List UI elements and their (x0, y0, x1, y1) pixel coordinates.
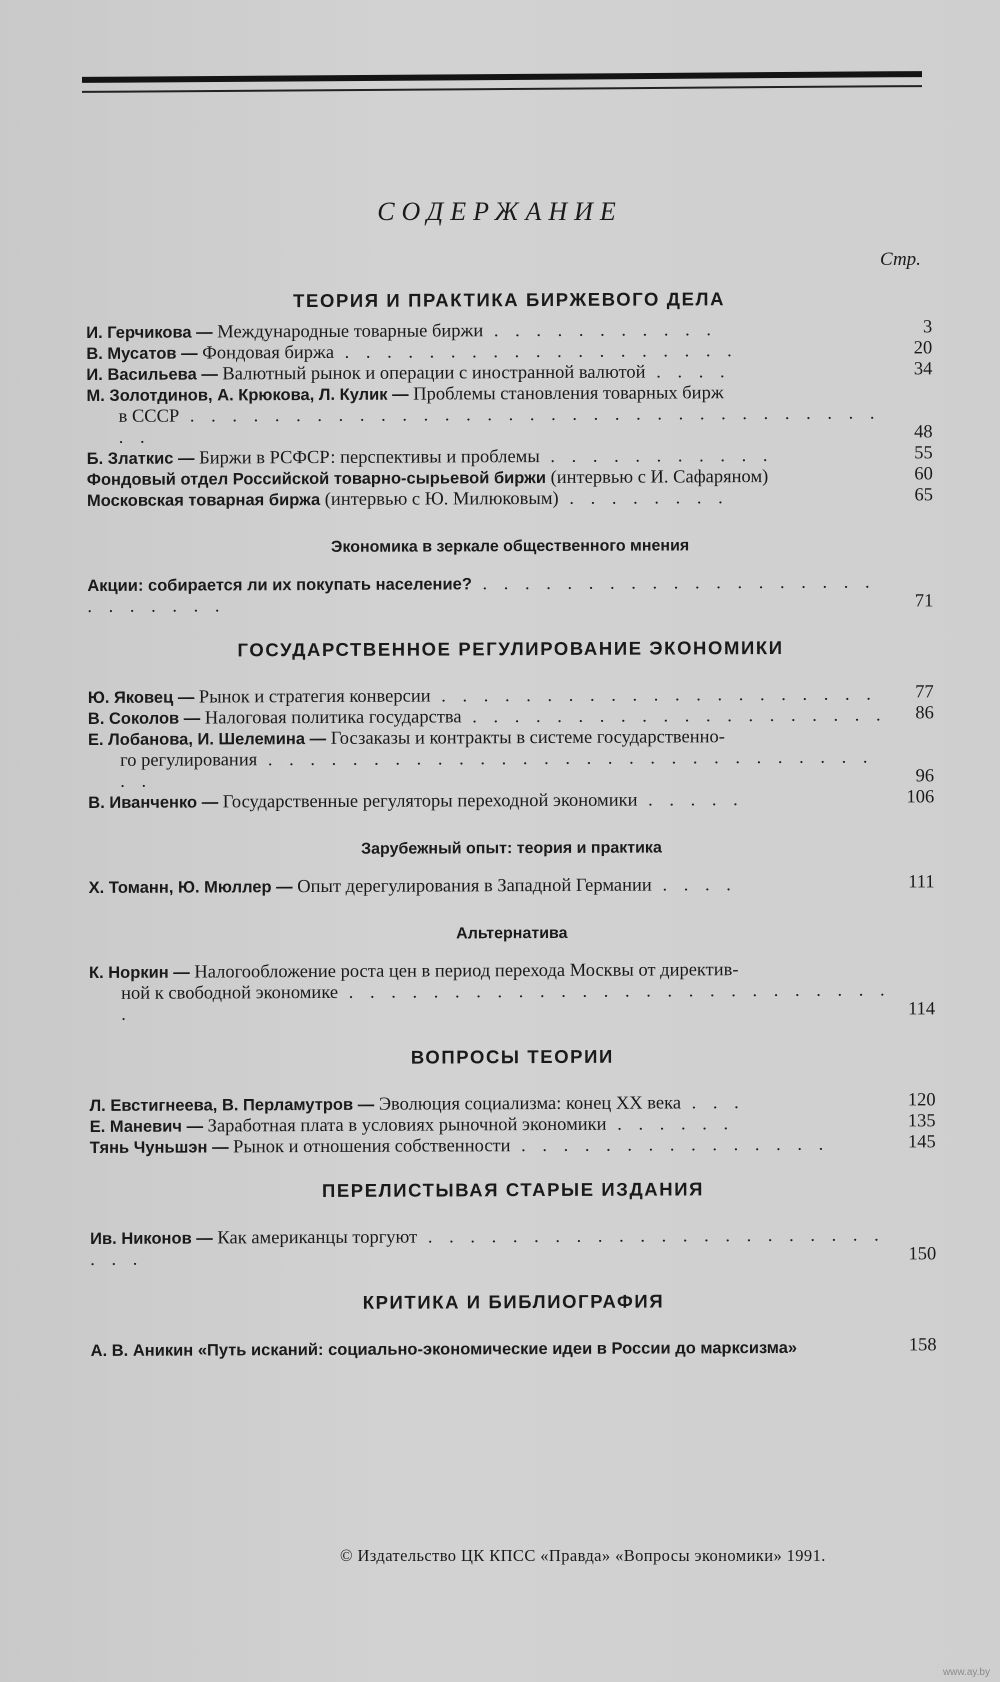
entry-author: А. В. Аникин «Путь исканий: социально-экономические идеи в России до марксизма» (90, 1338, 798, 1360)
entry-author: В. Мусатов — (86, 344, 203, 363)
page-column-label: Стр. (880, 249, 921, 270)
entry-author: Е. Маневич — (89, 1117, 208, 1136)
entry-author: Ю. Яковец — (87, 688, 199, 707)
entry-title: Международные товарные биржи (217, 321, 484, 343)
section-title: КРИТИКА И БИБЛИОГРАФИЯ (362, 1290, 665, 1313)
toc (86, 281, 937, 1362)
copyright-footer: © Издательство ЦК КПСС «Правда» «Вопросы экономики» 1991. (340, 1546, 826, 1565)
entry-author: В. Соколов — (87, 709, 205, 728)
page-title: СОДЕРЖАНИЕ (377, 197, 623, 226)
header-rule-thick (82, 71, 922, 83)
section-title: ВОПРОСЫ ТЕОРИИ (410, 1045, 614, 1068)
section-title: ТЕОРИЯ И ПРАКТИКА БИРЖЕВОГО ДЕЛА (293, 288, 726, 312)
entry-author: Акции: собирается ли их покупать население? (87, 575, 472, 595)
entry-title: Как американцы торгуют (217, 1227, 418, 1249)
entry-author: И. Герчикова — (86, 323, 218, 342)
entry-title: Рынок и стратегия конверсии (198, 686, 431, 708)
entry-title: Эволюция социализма: конец XX века (378, 1093, 682, 1115)
entry-page: 55 (914, 443, 933, 464)
entry-page: 60 (914, 464, 933, 485)
toc-entry: В. Мусатов — Фондовая биржа . . . . . . . . . . . . . . . . . . . 20 (86, 338, 933, 364)
entry-title: Биржи в РСФСР: перспективы и проблемы (199, 447, 540, 469)
toc-entry: И. Васильева — Валютный рынок и операции с иностранной валютой . . . . 34 (86, 359, 933, 385)
entry-title: Фондовая биржа (202, 342, 335, 364)
entry-page: 34 (913, 359, 933, 380)
entry-author: Фондовый отдел Российской товарно-сырьевой биржи (86, 468, 551, 489)
toc-entry: Е. Маневич — Заработная плата в условиях рыночной экономики . . . . . . 135 (89, 1111, 936, 1137)
entry-title: Налоговая политика государства (204, 707, 462, 729)
entry-title: Валютный рынок и операции с иностранной валютой (222, 362, 646, 385)
header-rule (82, 66, 922, 94)
entry-page: 77 (915, 682, 934, 703)
entry-title: Государственные регуляторы переходной экономики (222, 790, 638, 813)
toc-entry: Х. Томанн, Ю. Мюллер — Опыт дерегулирования в Западной Германии . . . . 111 (88, 872, 935, 898)
entry-author: К. Норкин — (88, 963, 195, 982)
entry-author: М. Золотдинов, А. Крюкова, Л. Кулик — (86, 385, 414, 405)
toc-entry: К. Норкин — Налогообложение роста цен в период перехода Москвы от директив- ной к свободной экономике . . . . . . . . . . . . . . . . . . . . . . . . . . . 114 (88, 960, 936, 1025)
entry-page: 106 (906, 787, 935, 808)
entry-title: (интервью с И. Сафаряном) (550, 467, 769, 488)
watermark: www.ay.by (942, 1667, 990, 1678)
entry-author: Ив. Никонов — (90, 1229, 218, 1248)
entry-title: (интервью с Ю. Милюковым) (324, 488, 559, 510)
entry-title: Госзаказы и контракты в системе государственно- (330, 727, 725, 749)
section-title: ГОСУДАРСТВЕННОЕ РЕГУЛИРОВАНИЕ ЭКОНОМИКИ (237, 636, 784, 661)
entry-author: Тянь Чуньшэн — (89, 1138, 234, 1157)
entry-page: 158 (908, 1335, 937, 1356)
entry-page: 71 (914, 591, 934, 612)
toc-entry: Б. Златкис — Биржи в РСФСР: перспективы и проблемы . . . . . . . . . . . 55 (86, 443, 933, 469)
toc-entry: Е. Лобанова, И. Шелемина — Госзаказы и контракты в системе государственно- го регулирования . . . . . . . . . . . . . . . . . . . . . . . . . . . . . . . 96 (87, 727, 935, 792)
entry-title-cont: ной к свободной экономике (121, 982, 339, 1004)
entry-page: 114 (908, 999, 936, 1020)
toc-entry: Акции: собирается ли их покупать население? . . . . . . . . . . . . . . . . . . . . . . . . . . 71 (87, 572, 934, 617)
toc-entry: В. Соколов — Налоговая политика государства . . . . . . . . . . . . . . . . . . . . 86 (87, 703, 934, 729)
toc-entry: Ив. Никонов — Как американцы торгуют . . . . . . . . . . . . . . . . . . . . . . . . . 150 (90, 1225, 937, 1270)
entry-page: 3 (922, 317, 933, 338)
entry-title: Рынок и отношения собственности (233, 1136, 511, 1158)
entry-author: Московская товарная биржа (86, 490, 325, 510)
entry-title: Опыт дерегулирования в Западной Германии (297, 875, 652, 898)
toc-entry: В. Иванченко — Государственные регуляторы переходной экономики . . . . . 106 (88, 787, 935, 813)
entry-page: 111 (908, 872, 935, 893)
entry-page: 96 (915, 766, 935, 787)
toc-entry: Л. Евстигнеева, В. Перламутров — Эволюция социализма: конец XX века . . . 120 (89, 1090, 936, 1115)
entry-page: 20 (913, 338, 933, 359)
subsection-title: Альтернатива (456, 924, 568, 943)
subsection-title: Зарубежный опыт: теория и практика (361, 839, 662, 858)
entry-page: 145 (907, 1132, 936, 1153)
entry-page: 86 (915, 703, 934, 724)
entry-author: Е. Лобанова, И. Шелемина — (87, 729, 331, 749)
toc-entry: И. Герчикова — Международные товарные биржи . . . . . . . . . . . 3 (86, 317, 933, 343)
entry-title-cont: в СССР (118, 406, 180, 427)
entry-page: 150 (908, 1244, 937, 1265)
entry-page: 135 (907, 1111, 936, 1132)
entry-author: Б. Златкис — (86, 449, 200, 468)
entry-author: В. Иванченко — (88, 793, 223, 812)
entry-title: Проблемы становления товарных бирж (413, 383, 724, 405)
toc-entry: Московская товарная биржа (интервью с Ю. Милюковым) . . . . . . . . 65 (86, 485, 933, 510)
entry-author: Л. Евстигнеева, В. Перламутров — (89, 1095, 379, 1115)
toc-entry: Тянь Чуньшэн — Рынок и отношения собственности . . . . . . . . . . . . . . . 145 (89, 1132, 936, 1158)
subsection-title: Экономика в зеркале общественного мнения (331, 537, 690, 556)
toc-entry (91, 1337, 937, 1362)
entry-title: Заработная плата в условиях рыночной экономики (207, 1114, 607, 1137)
entry-title: Налогообложение роста цен в период перехода Москвы от директив- (194, 960, 739, 983)
header-rule-thin (82, 85, 922, 92)
toc-entry: Ю. Яковец — Рынок и стратегия конверсии . . . . . . . . . . . . . . . . . . . . . 77 (87, 682, 934, 708)
entry-page: 48 (914, 422, 933, 443)
entry-author: Х. Томанн, Ю. Мюллер — (88, 878, 298, 897)
entry-page: 120 (907, 1090, 936, 1111)
section-title: ПЕРЕЛИСТЫВАЯ СТАРЫЕ ИЗДАНИЯ (321, 1178, 705, 1201)
entry-page: 65 (914, 485, 933, 506)
entry-title-cont: го регулирования (120, 750, 258, 771)
entry-author: И. Васильева — (86, 365, 223, 384)
toc-entry: М. Золотдинов, А. Крюкова, Л. Кулик — Проблемы становления товарных бирж в СССР . . . . . . . . . . . . . . . . . . . . . . . . . . . . . . . . . . . 48 (86, 383, 933, 448)
